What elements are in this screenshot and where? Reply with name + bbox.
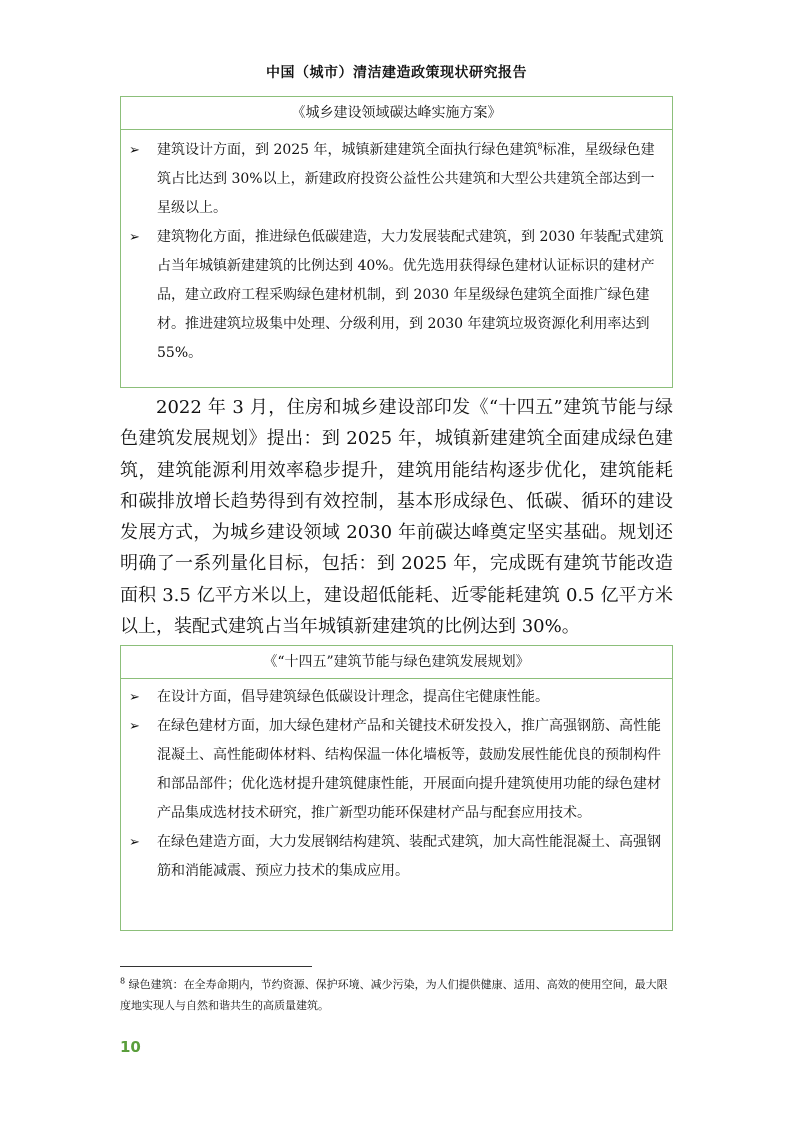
policy-box-carbon-peak (120, 96, 673, 388)
policy-list (121, 679, 672, 890)
footnote-marker: 8 (120, 976, 126, 986)
list-item (121, 828, 666, 886)
list-item-text: 建筑设计方面，到 2025 年，城镇新建建筑全面执行绿色建筑 (157, 142, 538, 158)
policy-box-14th-five-year (120, 645, 673, 931)
list-item (121, 223, 666, 368)
footnote (120, 974, 673, 1016)
policy-list (121, 130, 672, 372)
list-item-text: 在设计方面，倡导建筑绿色低碳设计理念，提高住宅健康性能。 (157, 689, 549, 705)
body-paragraph: 2022 年 3 月，住房和城乡建设部印发《“十四五”建筑节能与绿色建筑发展规划》提出：到 2025 年，城镇新建建筑全面建成绿色建筑，建筑能源利用效率稳步提升，建筑用能结构逐步优化，建筑能耗和碳排放增长趋势得到有效控制，基本形成绿色、低碳、循环的建设发展方式，为城乡建设领域 2030 年前碳达峰奠定坚实基础。规划还明确了一系列量化目标，包括：到 2025 年，完成既有建筑节能改造面积 3.5 亿平方米以上，建设超低能耗、近零能耗建筑 0.5 亿平方米以上，装配式建筑占当年城镇新建建筑的比例达到 30%。 (120, 397, 673, 638)
list-item (121, 683, 666, 712)
footnote-text: 绿色建筑：在全寿命期内，节约资源、保护环境、减少污染，为人们提供健康、适用、高效的使用空间，最大限度地实现人与自然和谐共生的高质量建筑。 (120, 978, 668, 1012)
arrow-bullet-icon: ➢ (129, 230, 140, 245)
arrow-bullet-icon: ➢ (129, 719, 140, 734)
footnote-divider (120, 966, 312, 967)
policy-box-title: 《城乡建设领域碳达峰实施方案》 (121, 97, 672, 130)
list-item-text: 在绿色建材方面，加大绿色建材产品和关键技术研发投入，推广高强钢筋、高性能混凝土、高性能砌体材料、结构保温一体化墙板等，鼓励发展性能优良的预制构件和部品部件；优化选材提升建筑健康性能，开展面向提升建筑使用功能的绿色建材产品集成选材技术研究，推广新型功能环保建材产品与配套应用技术。 (157, 718, 661, 821)
list-item (121, 136, 666, 223)
page-number: 10 (120, 1038, 141, 1056)
footnote-ref[interactable]: 8 (537, 141, 543, 151)
policy-box-title: 《“十四五”建筑节能与绿色建筑发展规划》 (121, 646, 672, 679)
list-item-text: 建筑物化方面，推进绿色低碳建造，大力发展装配式建筑，到 2030 年装配式建筑占当年城镇新建建筑的比例达到 40%。优先选用获得绿色建材认证标识的建材产品，建立政府工程采购绿色建材机制，到 2030 年星级绿色建筑全面推广绿色建材。推进建筑垃圾集中处理、分级利用，到 2030 年建筑垃圾资源化利用率达到 55%。 (157, 229, 664, 361)
list-item-text: 在绿色建造方面，大力发展钢结构建筑、装配式建筑，加大高性能混凝土、高强钢筋和消能减震、预应力技术的集成应用。 (157, 834, 661, 879)
arrow-bullet-icon: ➢ (129, 835, 140, 850)
arrow-bullet-icon: ➢ (129, 690, 140, 705)
page-header-title: 中国（城市）清洁建造政策现状研究报告 (266, 65, 527, 81)
list-item (121, 712, 666, 828)
list-item-text: 标准，星级绿色建筑占比达到 30%以上，新建政府投资公益性公共建筑和大型公共建筑全部达到一星级以上。 (157, 142, 655, 216)
arrow-bullet-icon: ➢ (129, 143, 140, 158)
